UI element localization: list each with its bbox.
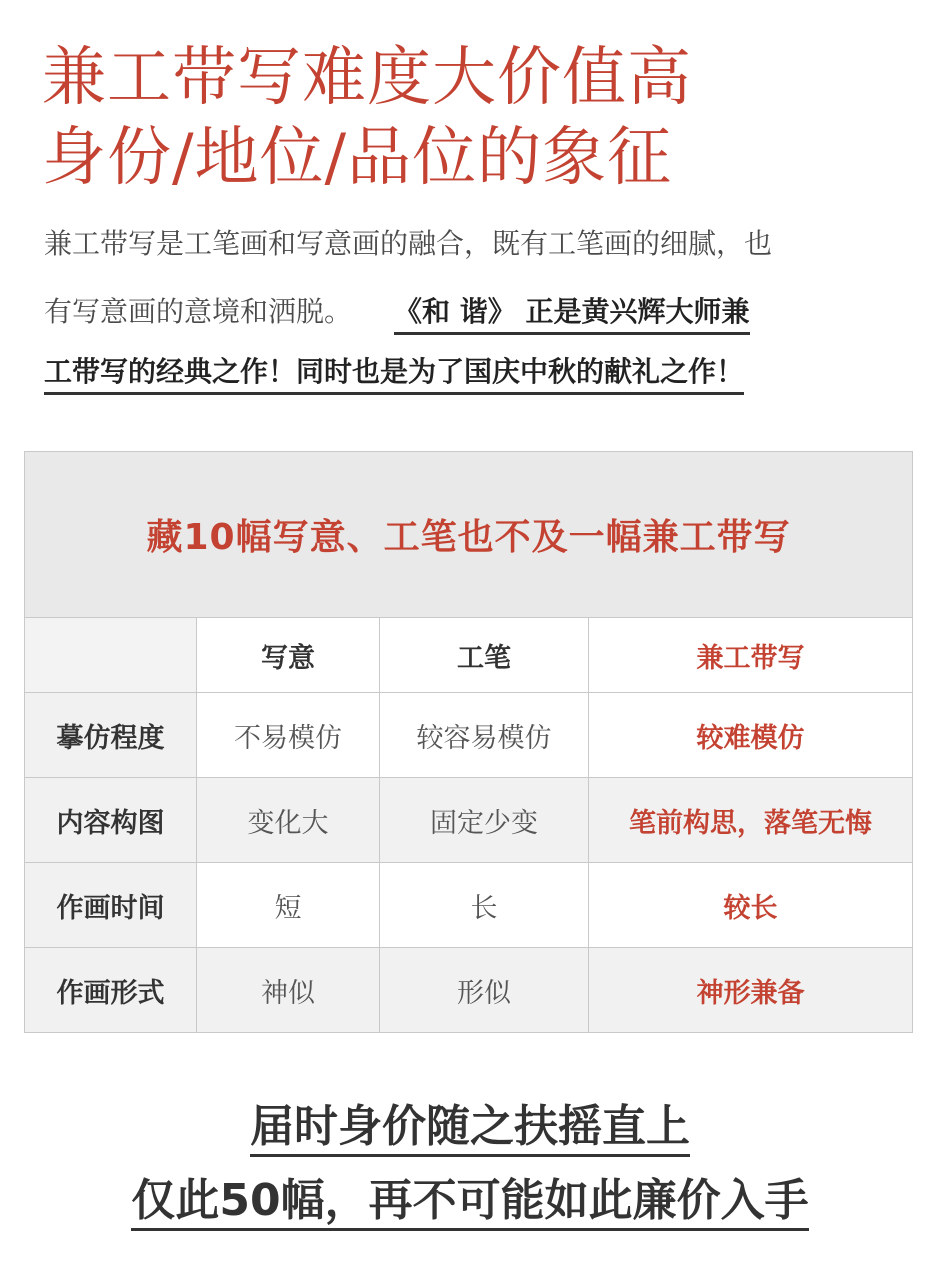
cell-jiangong: 较难模仿: [589, 693, 913, 778]
intro-row-3: [44, 352, 744, 392]
closing-line-1: 届时身价随之扶摇直上: [250, 1101, 690, 1157]
table-row: [25, 693, 913, 778]
cell-jiangong: 笔前构思，落笔无悔: [589, 778, 913, 863]
headline-line-1: 兼工带写难度大价值高: [42, 41, 692, 115]
intro-row-2-plain: 有写意画的意境和洒脱。: [44, 295, 353, 328]
closing-line-2: 仅此50幅，再不可能如此廉价入手: [131, 1175, 808, 1231]
table-header-empty: [25, 618, 197, 693]
cell-jiangong: 较长: [589, 863, 913, 948]
intro-row-2: [44, 292, 750, 332]
row-label: 内容构图: [25, 778, 197, 863]
intro-row-2-emphasis: 《和 谐》 正是黄兴辉大师兼: [394, 295, 750, 335]
cell-gongbi: 长: [380, 863, 589, 948]
table-header-gongbi: 工笔: [380, 618, 589, 693]
table-header-row: [25, 618, 913, 693]
table-row: [25, 948, 913, 1033]
cell-gongbi: 形似: [380, 948, 589, 1033]
cell-jiangong: 神形兼备: [589, 948, 913, 1033]
headline-line-2: 身份/地位/品位的象征: [42, 121, 673, 195]
cell-gongbi: 固定少变: [380, 778, 589, 863]
headline: [42, 38, 902, 198]
table-row: [25, 863, 913, 948]
cell-gongbi: 较容易模仿: [380, 693, 589, 778]
cell-xieyi: 不易模仿: [197, 693, 380, 778]
cell-xieyi: 神似: [197, 948, 380, 1033]
intro-row-3-emphasis: 工带写的经典之作！同时也是为了国庆中秋的献礼之作！: [44, 355, 744, 395]
table-row: [25, 778, 913, 863]
table-header-jiangong: 兼工带写: [589, 618, 913, 693]
comparison-table: [24, 451, 913, 1033]
row-label: 作画时间: [25, 863, 197, 948]
cell-xieyi: 短: [197, 863, 380, 948]
table-caption: 藏10幅写意、工笔也不及一幅兼工带写: [25, 452, 913, 618]
table-header-xieyi: 写意: [197, 618, 380, 693]
intro-row-1: 兼工带写是工笔画和写意画的融合，既有工笔画的细腻，也: [44, 227, 773, 260]
row-label: 摹仿程度: [25, 693, 197, 778]
row-label: 作画形式: [25, 948, 197, 1033]
cell-xieyi: 变化大: [197, 778, 380, 863]
